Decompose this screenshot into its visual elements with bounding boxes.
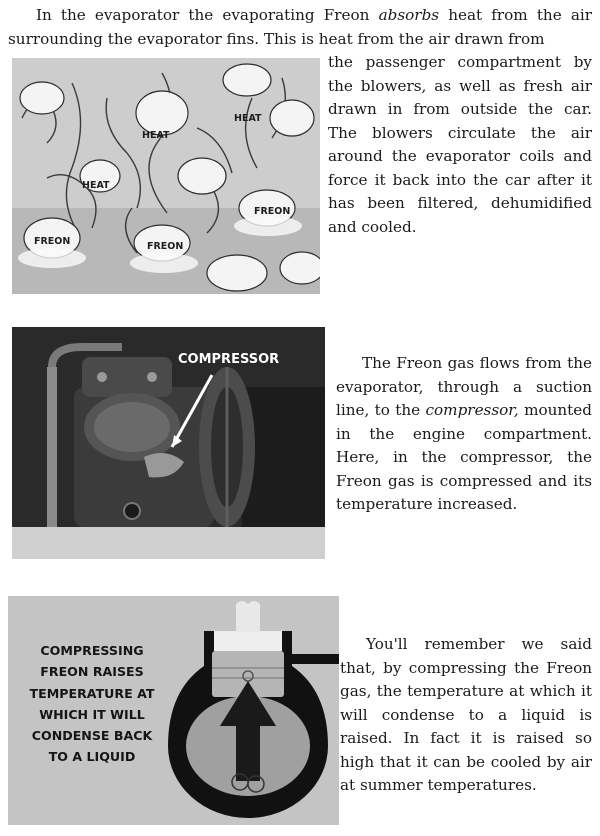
caption-line: CONDENSE BACK bbox=[31, 728, 153, 744]
evaporator-heat-illustration bbox=[12, 58, 320, 294]
heat-label-3: HEAT bbox=[82, 180, 110, 191]
paragraph-2 bbox=[336, 352, 592, 517]
paragraph-3 bbox=[340, 633, 592, 798]
paragraph-3-text: You'll remember we said that, by compressing the Freon gas, the temperature at which it will condense to a liquid is raised. In fact it is raised so high that it can be cooled by air at summer temperatures. bbox=[340, 635, 592, 794]
freon-label-2: FREON bbox=[34, 236, 71, 247]
intro-text: In the evaporator the evaporating Freon absorbs heat from the air surrounding the evaporator fins. This is heat from the air drawn from bbox=[8, 6, 593, 48]
compressor-photo bbox=[12, 327, 325, 559]
paragraph-2-text: The Freon gas flows from the evaporator, through a suction line, to the compressor, mounted in the engine compartment. Here, in the compressor, the Freon gas is compressed and its temperature increased. bbox=[336, 354, 592, 513]
compression-caption bbox=[8, 640, 176, 768]
heat-label-2: HEAT bbox=[234, 113, 262, 124]
caption-line: COMPRESSING bbox=[40, 643, 144, 658]
caption-line: WHICH IT WILL bbox=[39, 706, 145, 722]
caption-line: TO A LIQUID bbox=[48, 749, 136, 765]
compression-diagram bbox=[8, 596, 339, 825]
paragraph-1-continuation bbox=[328, 51, 592, 239]
compressor-illustration bbox=[12, 327, 325, 559]
intro-paragraph bbox=[8, 4, 592, 51]
caption-line: FREON RAISES bbox=[40, 664, 144, 680]
freon-label-1: FREON bbox=[254, 206, 291, 217]
caption-line: TEMPERATURE AT bbox=[29, 685, 155, 701]
heat-label-1: HEAT bbox=[142, 130, 170, 141]
heat-freon-cartoon bbox=[12, 58, 320, 294]
freon-label-3: FREON bbox=[147, 241, 184, 252]
compressor-label: COMPRESSOR bbox=[178, 352, 280, 367]
continuation-text: the passenger compartment by the blowers, as well as fresh air drawn in from outside the car. The blowers circulate the air around the evaporator coils and force it back into the car after it has been filtered, dehumidified and cooled. bbox=[328, 53, 592, 236]
